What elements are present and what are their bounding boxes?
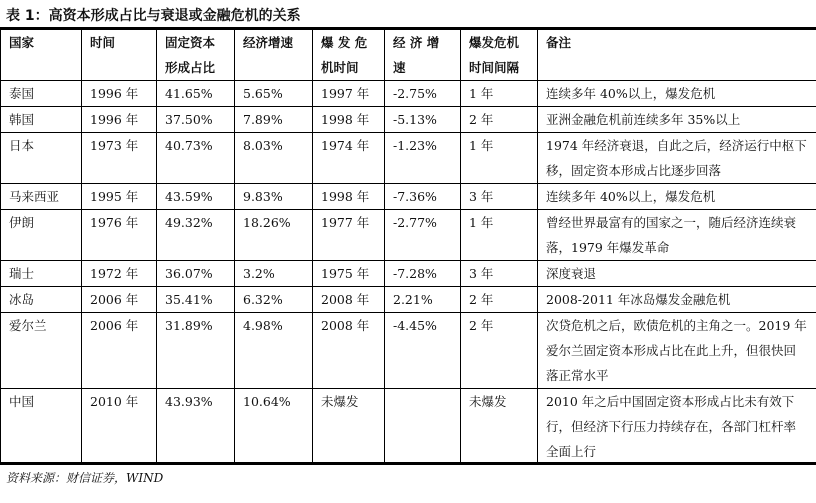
header-line: 经济增速 (243, 35, 294, 50)
note-cell (538, 313, 816, 389)
header-row (1, 30, 816, 81)
crisis-growth-cell: -4.45% (385, 313, 461, 389)
note-line: 连续多年 40%以上，爆发危机 (546, 189, 716, 204)
interval-cell: 1 年 (461, 210, 538, 261)
crisis-growth-cell: -1.23% (385, 133, 461, 184)
growth-cell: 8.03% (235, 133, 313, 184)
table-row (1, 287, 816, 313)
year-cell: 1976 年 (82, 210, 157, 261)
table-row (1, 210, 816, 261)
note-cell (538, 133, 816, 184)
header-cell (385, 30, 461, 81)
header-line: 形成占比 (165, 60, 216, 75)
note-line: 曾经世界最富有的国家之一，随后经济连续衰 (546, 215, 797, 230)
header-cell (82, 30, 157, 81)
crisis-year-cell: 1975 年 (313, 261, 385, 287)
ratio-cell: 40.73% (157, 133, 235, 184)
table-row (1, 107, 816, 133)
header-line: 机时间 (321, 60, 359, 75)
header-line: 爆发危机 (469, 35, 520, 50)
growth-cell: 6.32% (235, 287, 313, 313)
growth-cell: 4.98% (235, 313, 313, 389)
bottom-rule (0, 462, 816, 464)
note-cell (538, 287, 816, 313)
note-line: 2010 年之后中国固定资本形成占比未有效下 (546, 394, 795, 409)
ratio-cell: 49.32% (157, 210, 235, 261)
note-cell (538, 81, 816, 107)
crisis-growth-cell: -7.36% (385, 184, 461, 210)
header-line: 爆 发 危 (321, 35, 368, 50)
note-line: 爱尔兰固定资本形成占比在此上升，但很快回 (546, 343, 797, 358)
note-cell (538, 184, 816, 210)
note-line: 落正常水平 (546, 368, 609, 383)
note-cell (538, 210, 816, 261)
ratio-cell: 43.59% (157, 184, 235, 210)
crisis-year-cell: 1997 年 (313, 81, 385, 107)
year-cell: 2006 年 (82, 287, 157, 313)
interval-cell: 2 年 (461, 287, 538, 313)
header-cell (538, 30, 816, 81)
table-row (1, 389, 816, 465)
crisis-year-cell: 1998 年 (313, 107, 385, 133)
year-cell: 1996 年 (82, 107, 157, 133)
crisis-year-cell: 1974 年 (313, 133, 385, 184)
header-line: 固定资本 (165, 35, 216, 50)
growth-cell: 9.83% (235, 184, 313, 210)
crisis-growth-cell: 2.21% (385, 287, 461, 313)
crisis-growth-cell (385, 389, 461, 465)
country-cell: 马来西亚 (1, 184, 82, 210)
year-cell: 1972 年 (82, 261, 157, 287)
interval-cell: 未爆发 (461, 389, 538, 465)
ratio-cell: 35.41% (157, 287, 235, 313)
note-line: 2008-2011 年冰岛爆发金融危机 (546, 292, 731, 307)
year-cell: 1995 年 (82, 184, 157, 210)
note-line: 全面上行 (546, 444, 597, 459)
ratio-cell: 43.93% (157, 389, 235, 465)
interval-cell: 2 年 (461, 107, 538, 133)
note-line: 1974 年经济衰退，自此之后，经济运行中枢下 (546, 138, 807, 153)
ratio-cell: 37.50% (157, 107, 235, 133)
ratio-cell: 31.89% (157, 313, 235, 389)
header-line: 时间 (90, 35, 116, 50)
header-cell (461, 30, 538, 81)
crisis-year-cell: 2008 年 (313, 313, 385, 389)
note-cell (538, 107, 816, 133)
crisis-growth-cell: -2.75% (385, 81, 461, 107)
table-row (1, 313, 816, 389)
ratio-cell: 36.07% (157, 261, 235, 287)
crisis-year-cell: 1977 年 (313, 210, 385, 261)
interval-cell: 2 年 (461, 313, 538, 389)
ratio-cell: 41.65% (157, 81, 235, 107)
growth-cell: 5.65% (235, 81, 313, 107)
header-line: 速 (393, 60, 406, 75)
header-cell (1, 30, 82, 81)
header-line: 经 济 增 (393, 35, 440, 50)
growth-cell: 7.89% (235, 107, 313, 133)
country-cell: 瑞士 (1, 261, 82, 287)
country-cell: 日本 (1, 133, 82, 184)
data-table (0, 29, 816, 465)
header-line: 国家 (9, 35, 35, 50)
note-cell (538, 261, 816, 287)
country-cell: 冰岛 (1, 287, 82, 313)
year-cell: 1973 年 (82, 133, 157, 184)
growth-cell: 18.26% (235, 210, 313, 261)
country-cell: 韩国 (1, 107, 82, 133)
header-line: 时间间隔 (469, 60, 520, 75)
table-row (1, 261, 816, 287)
crisis-year-cell: 2008 年 (313, 287, 385, 313)
note-cell (538, 389, 816, 465)
country-cell: 中国 (1, 389, 82, 465)
note-line: 深度衰退 (546, 266, 597, 281)
note-line: 连续多年 40%以上，爆发危机 (546, 86, 716, 101)
table-row (1, 133, 816, 184)
note-line: 亚洲金融危机前连续多年 35%以上 (546, 112, 741, 127)
country-cell: 泰国 (1, 81, 82, 107)
growth-cell: 10.64% (235, 389, 313, 465)
header-cell (313, 30, 385, 81)
year-cell: 2006 年 (82, 313, 157, 389)
table-row (1, 81, 816, 107)
note-line: 次贷危机之后，欧债危机的主角之一。2019 年 (546, 318, 807, 333)
year-cell: 1996 年 (82, 81, 157, 107)
crisis-year-cell: 1998 年 (313, 184, 385, 210)
growth-cell: 3.2% (235, 261, 313, 287)
crisis-growth-cell: -2.77% (385, 210, 461, 261)
note-line: 行，但经济下行压力持续存在，各部门杠杆率 (546, 419, 797, 434)
year-cell: 2010 年 (82, 389, 157, 465)
interval-cell: 3 年 (461, 261, 538, 287)
source-note: 资料来源：财信证券，WIND (6, 471, 164, 485)
interval-cell: 1 年 (461, 81, 538, 107)
note-line: 移，固定资本形成占比逐步回落 (546, 163, 722, 178)
interval-cell: 3 年 (461, 184, 538, 210)
interval-cell: 1 年 (461, 133, 538, 184)
country-cell: 爱尔兰 (1, 313, 82, 389)
country-cell: 伊朗 (1, 210, 82, 261)
header-line: 备注 (546, 35, 572, 50)
table-title: 表 1：高资本形成占比与衰退或金融危机的关系 (6, 8, 301, 24)
crisis-year-cell: 未爆发 (313, 389, 385, 465)
crisis-growth-cell: -5.13% (385, 107, 461, 133)
note-line: 落，1979 年爆发革命 (546, 240, 670, 255)
header-cell (157, 30, 235, 81)
table-row (1, 184, 816, 210)
crisis-growth-cell: -7.28% (385, 261, 461, 287)
header-cell (235, 30, 313, 81)
